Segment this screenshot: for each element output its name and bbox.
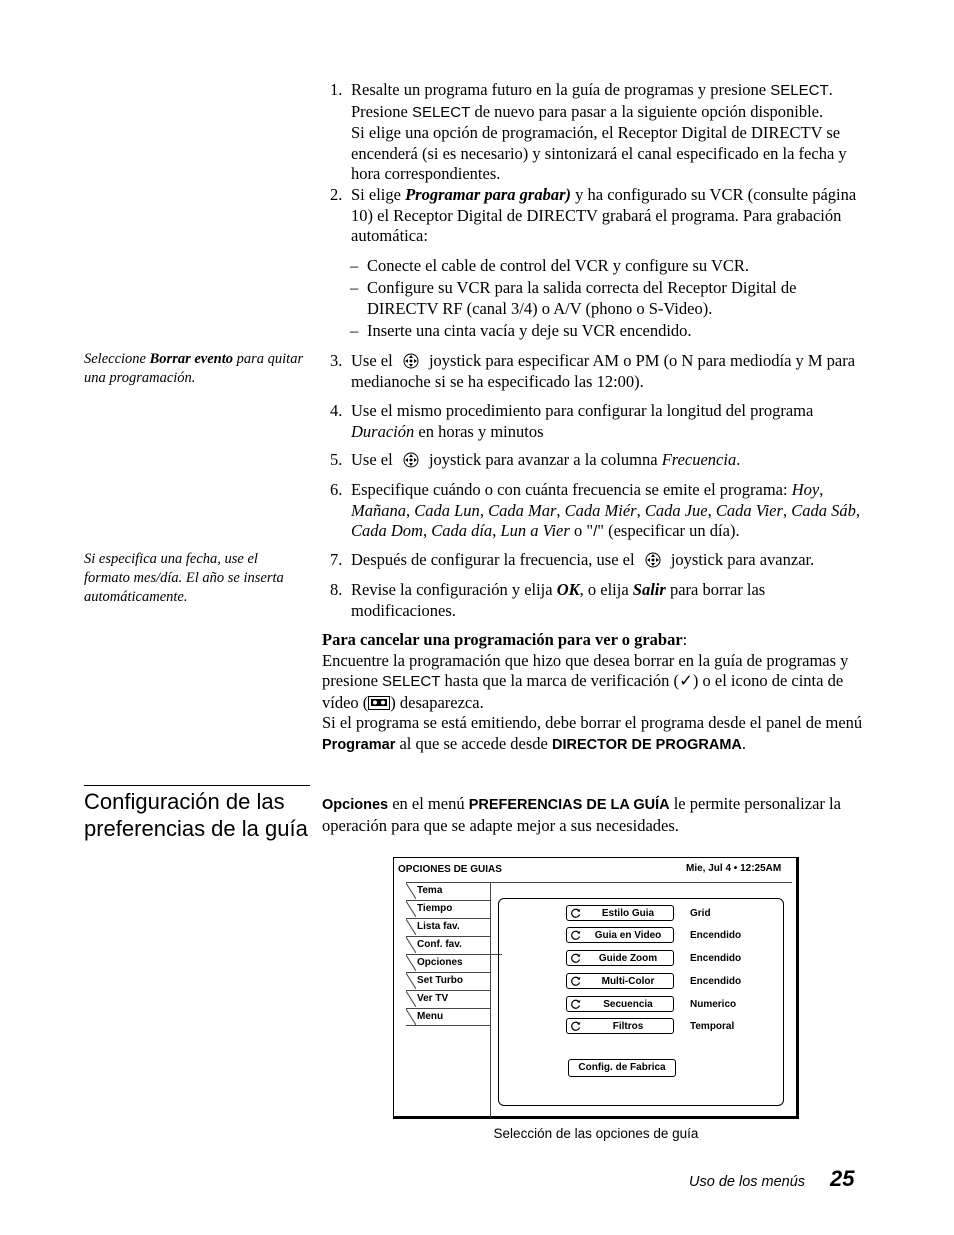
refresh-icon: [571, 999, 581, 1009]
tab-set-turbo[interactable]: [406, 972, 490, 989]
factory-reset-button[interactable]: [568, 1059, 676, 1077]
step-text: en horas y minutos: [414, 421, 544, 441]
freq-option: Cada Jue: [644, 500, 708, 520]
tab-label: Tema: [417, 885, 443, 896]
step-number: 5.: [330, 450, 343, 469]
tab-edge-icon: [406, 937, 416, 953]
joystick-icon: [645, 552, 661, 568]
refresh-icon: [571, 953, 581, 963]
figure-caption: Selección de las opciones de guía: [493, 1126, 699, 1141]
tab-conf-fav[interactable]: [406, 936, 490, 953]
joystick-icon: [403, 452, 419, 468]
bullet-dash: –: [350, 256, 359, 275]
checkmark-icon: ✓: [679, 671, 693, 690]
step-number: 1.: [330, 80, 343, 99]
step-text: Después de configurar la frecuencia, use el: [351, 550, 635, 569]
duration-field: Duración: [351, 421, 415, 441]
tab-label: Opciones: [417, 957, 463, 968]
bullet-text: Configure su VCR para la salida correcta del Receptor Digital de DIRECTV RF (canal 3/4) o A/V (phono o S-Video).: [367, 278, 797, 318]
option-value: Encendido: [690, 953, 742, 964]
note-text: Si especifica una fecha, use el formato mes/día. El año se inserta automáticamente.: [84, 551, 284, 605]
tab-edge-icon: [406, 883, 416, 899]
option-value: Temporal: [690, 1021, 735, 1032]
option-value: Numerico: [690, 999, 737, 1010]
option-value: Grid: [690, 908, 711, 919]
step-text: Use el: [351, 351, 393, 370]
option-guide-zoom-button[interactable]: [566, 950, 674, 966]
slash-key: /: [593, 523, 598, 540]
opciones-label: Opciones: [322, 797, 389, 813]
bullet-text: Conecte el cable de control del VCR y configure su VCR.: [367, 256, 750, 275]
ok-option: OK: [556, 580, 580, 599]
step-number: 6.: [330, 480, 343, 499]
freq-option: Cada Lun: [414, 500, 480, 520]
screen-title: OPCIONES DE GUIAS: [398, 864, 502, 875]
option-value: Encendido: [690, 976, 742, 987]
section-title: Configuración de las preferencias de la guía: [84, 789, 308, 841]
step-text: Revise la configuración y elija: [351, 580, 557, 599]
intro-text: le permite personalizar la operación para que se adapte mejor a sus necesidades.: [322, 794, 841, 835]
tab-label: Tiempo: [417, 903, 453, 914]
tab-edge-icon: [406, 973, 416, 989]
borrar-evento-label: Borrar evento: [149, 351, 233, 367]
cancel-text: hasta que la marca de verificación (: [440, 671, 680, 690]
intro-text: en el menú: [388, 794, 469, 813]
programar-menu-label: Programar: [322, 736, 396, 753]
screen-datetime: Mie, Jul 4 • 12:25AM: [686, 863, 782, 874]
step-text: para borrar las modificaciones.: [351, 580, 766, 620]
note-text: para quitar una programación.: [84, 351, 304, 386]
step-text: y ha configurado su VCR (consulte página 10) el Receptor Digital de DIRECTV grabará el programa. Para grabación automática:: [351, 185, 857, 245]
step-text: Especifique cuándo o con cuánta frecuencia se emite el programa:: [351, 480, 792, 499]
freq-option: Mañana: [351, 500, 406, 520]
freq-option: Cada Vier: [715, 500, 783, 520]
refresh-icon: [571, 976, 581, 986]
freq-option: Cada día: [431, 521, 493, 540]
step-text: . Presione: [351, 80, 833, 121]
step-text: de nuevo para pasar a la siguiente opción disponible.: [470, 101, 824, 121]
margin-note-delete: [84, 350, 304, 388]
tab-label: Menu: [417, 1011, 444, 1022]
option-label: Estilo Guia: [601, 908, 655, 919]
freq-option: Lun a Vier: [500, 521, 570, 540]
tab-opciones[interactable]: [406, 954, 502, 971]
option-filtros-button[interactable]: [566, 1018, 674, 1034]
bullet-dash: –: [350, 321, 359, 340]
cancel-text: ) o el icono de cinta de vídeo (: [322, 671, 844, 712]
refresh-icon: [571, 1021, 581, 1031]
tab-label: Conf. fav.: [417, 939, 462, 950]
refresh-icon: [571, 930, 581, 940]
option-guia-en-video-button[interactable]: [566, 927, 674, 943]
refresh-icon: [571, 908, 581, 918]
tab-edge-icon: [406, 901, 416, 917]
tab-ver-tv[interactable]: [406, 990, 490, 1007]
step-text: Use el: [351, 450, 393, 469]
punctuation: .: [741, 733, 746, 753]
option-secuencia-button[interactable]: [566, 996, 674, 1012]
salir-option: Salir: [632, 580, 666, 599]
tab-label: Set Turbo: [417, 975, 463, 986]
option-estilo-guia-button[interactable]: [566, 905, 674, 921]
option-value: Encendido: [690, 930, 742, 941]
joystick-icon: [403, 353, 419, 369]
section-intro: [322, 794, 874, 836]
step-text: joystick para especificar AM o PM (o N para mediodía y M para medianoche si se ha especificado las 12:00).: [351, 351, 856, 391]
step-text: joystick para avanzar a la columna: [428, 450, 662, 469]
freq-option: Cada Miér: [564, 500, 637, 520]
cancel-text: al que se accede desde: [395, 733, 553, 753]
tab-edge-icon: [406, 955, 416, 971]
step-detail: Si elige una opción de programación, el Receptor Digital de DIRECTV se encenderá (si es necesario) y sintonizará el canal especificado en la fecha y hora correspondientes.: [351, 123, 847, 183]
step-number: 7.: [330, 550, 343, 569]
freq-option: Cada Sáb: [791, 500, 856, 520]
step-text: Use el mismo procedimiento para configurar la longitud del programa: [351, 401, 814, 420]
director-de-programa-label: DIRECTOR DE PROGRAMA: [552, 736, 742, 753]
freq-option: Cada Mar: [488, 500, 557, 520]
cancel-text: Encuentre la programación que hizo que desea borrar en la guía de programas y presione: [322, 650, 849, 690]
step-number: 4.: [330, 401, 343, 420]
preferencias-label: PREFERENCIAS DE LA GUÍA: [468, 797, 670, 813]
step-text: Resalte un programa futuro en la guía de programas y presione: [351, 80, 771, 99]
step-number: 3.: [330, 351, 343, 370]
option-label: Secuencia: [603, 999, 653, 1010]
cancel-text: Si el programa se está emitiendo, debe borrar el programa desde el panel de menú: [322, 713, 863, 732]
tab-label: Ver TV: [417, 993, 449, 1004]
tab-lista-fav[interactable]: [406, 918, 490, 935]
tab-tiempo[interactable]: [406, 900, 490, 917]
step-text: Si elige: [351, 185, 406, 204]
step-number: 8.: [330, 580, 343, 599]
step-text: o ": [569, 521, 594, 540]
select-key: SELECT: [770, 82, 829, 99]
footer-section-name: Uso de los menús: [689, 1174, 806, 1190]
freq-option: Hoy: [791, 480, 820, 499]
guide-options-screen: [393, 857, 799, 1119]
select-key: SELECT: [411, 103, 471, 121]
punctuation: :: [682, 630, 688, 649]
option-label: Filtros: [612, 1021, 644, 1032]
page-number: 25: [830, 1166, 855, 1191]
program-record-option: Programar para grabar): [405, 185, 572, 204]
bullet-dash: –: [350, 278, 359, 297]
tab-edge-icon: [406, 991, 416, 1007]
step-text: joystick para avanzar.: [670, 550, 815, 569]
note-text: Seleccione: [84, 351, 150, 367]
bullet-text: Inserte una cinta vacía y deje su VCR encendido.: [367, 321, 692, 340]
cancel-section: [322, 630, 874, 755]
punctuation: .: [736, 450, 741, 469]
videotape-icon: [368, 696, 390, 710]
factory-reset-label: Config. de Fabrica: [578, 1062, 666, 1073]
option-multi-color-button[interactable]: [566, 973, 674, 989]
select-key: SELECT: [382, 673, 441, 690]
tab-menu[interactable]: [406, 1008, 490, 1026]
cancel-heading: Para cancelar una programación para ver o grabar: [322, 630, 683, 649]
tab-edge-icon: [406, 919, 416, 935]
frequency-field: Frecuencia: [661, 450, 737, 469]
step-text: " (especificar un día).: [597, 521, 740, 540]
tab-tema[interactable]: [406, 882, 490, 899]
step-number: 2.: [330, 185, 343, 204]
cancel-text: ) desaparezca.: [390, 692, 484, 712]
option-label: Guia en Video: [594, 930, 662, 941]
option-label: Multi-Color: [601, 976, 655, 987]
freq-option: Cada Dom: [351, 521, 423, 540]
tab-label: Lista fav.: [417, 921, 460, 932]
option-label: Guide Zoom: [598, 953, 658, 964]
step-text: , o elija: [579, 580, 633, 599]
section-rule: [84, 785, 310, 786]
margin-note-date: [84, 550, 304, 607]
tab-edge-icon: [406, 1009, 416, 1025]
